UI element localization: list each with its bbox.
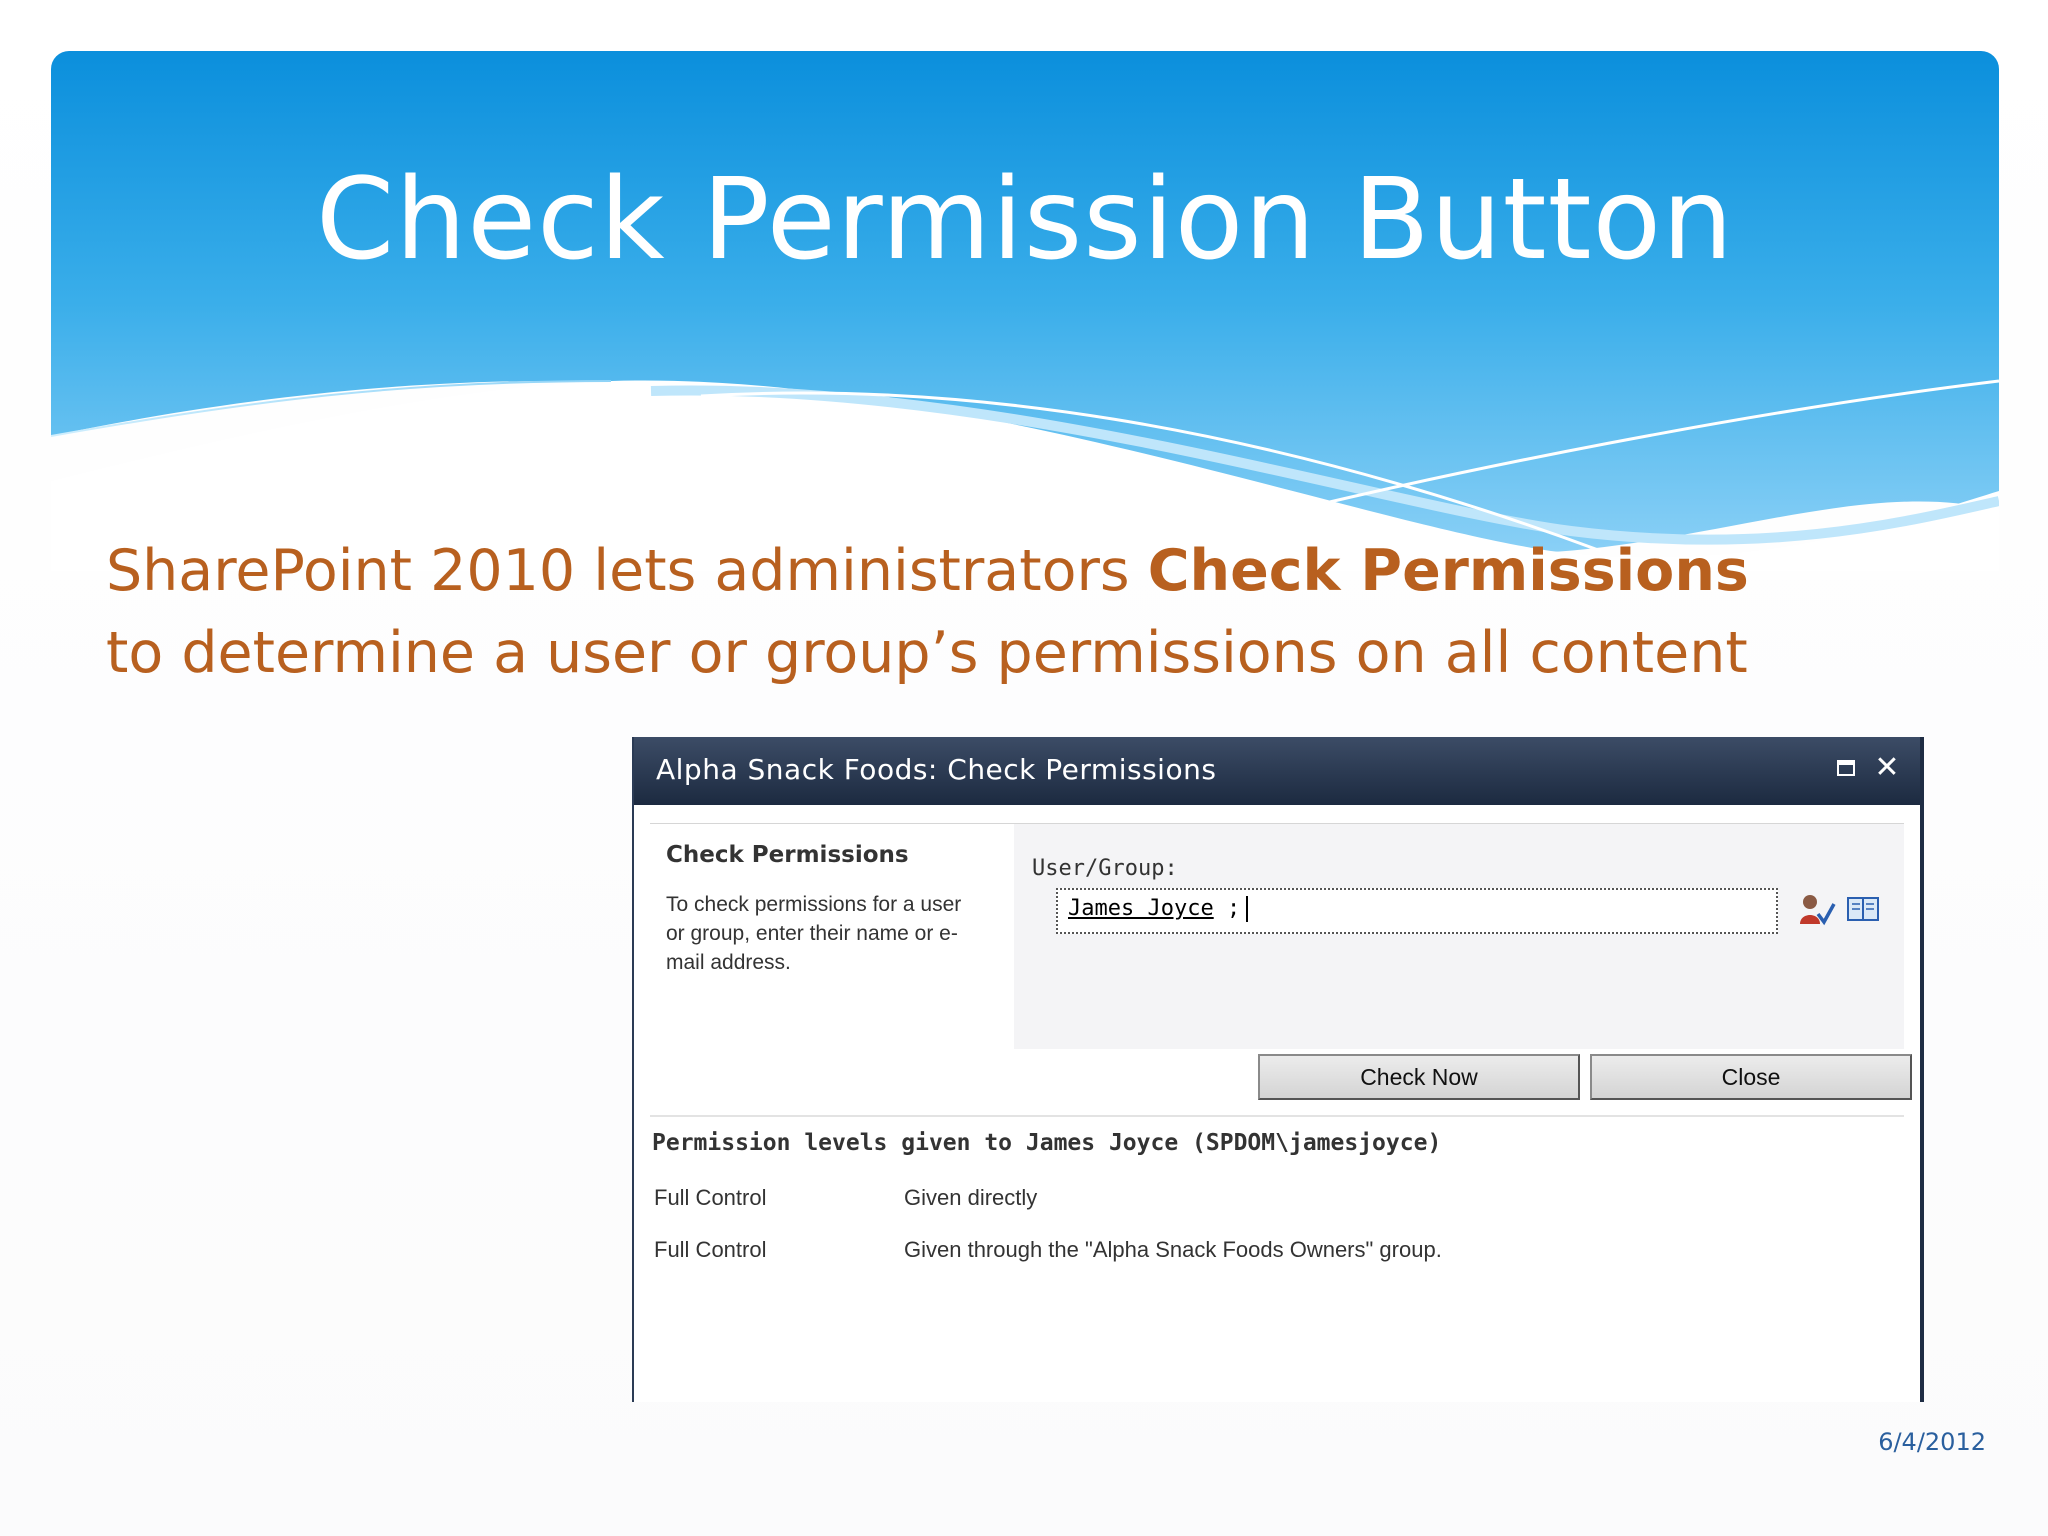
permission-row — [654, 1237, 1854, 1269]
slide-date: 6/4/2012 — [1878, 1428, 1986, 1456]
user-group-panel — [1014, 824, 1904, 1049]
close-button[interactable]: Close — [1590, 1054, 1912, 1100]
section-description: To check permissions for a user or group, enter their name or e-mail address. — [666, 893, 962, 974]
permission-source: Given directly — [904, 1185, 1038, 1210]
results-heading: Permission levels given to James Joyce (SPDOM\jamesjoyce) — [652, 1130, 1442, 1156]
dialog-input-section — [650, 823, 1904, 1090]
check-names-icon[interactable] — [1798, 892, 1836, 926]
maximize-button[interactable] — [1828, 751, 1862, 785]
maximize-icon — [1837, 760, 1855, 776]
section-divider — [650, 1115, 1904, 1117]
slide-body-text — [106, 530, 1806, 694]
check-permissions-dialog — [632, 737, 1924, 1402]
text-caret — [1246, 896, 1248, 922]
permission-level: Full Control — [654, 1185, 767, 1210]
close-dialog-button[interactable] — [1870, 751, 1904, 785]
check-now-button[interactable]: Check Now — [1258, 1054, 1580, 1100]
permission-level: Full Control — [654, 1237, 767, 1262]
permission-source: Given through the "Alpha Snack Foods Owners" group. — [904, 1237, 1442, 1262]
body-text-part2: to determine a user or group’s permissions on all content — [106, 620, 1748, 686]
body-text-part1: SharePoint 2010 lets administrators — [106, 538, 1148, 604]
user-group-input[interactable] — [1056, 888, 1778, 934]
body-text-bold: Check Permissions — [1147, 538, 1749, 604]
close-icon: ✕ — [1874, 750, 1900, 785]
input-separator: ; — [1213, 896, 1241, 921]
dialog-title: Alpha Snack Foods: Check Permissions — [656, 753, 1217, 786]
dialog-titlebar — [634, 737, 1920, 805]
permission-row — [654, 1185, 1854, 1217]
slide-title: Check Permission Button — [316, 155, 1734, 285]
user-group-label: User/Group: — [1032, 856, 1178, 881]
resolved-user-name[interactable]: James Joyce — [1068, 896, 1214, 921]
section-heading: Check Permissions — [666, 842, 909, 868]
address-book-icon[interactable] — [1846, 894, 1880, 924]
slide-header-banner — [51, 51, 1999, 571]
